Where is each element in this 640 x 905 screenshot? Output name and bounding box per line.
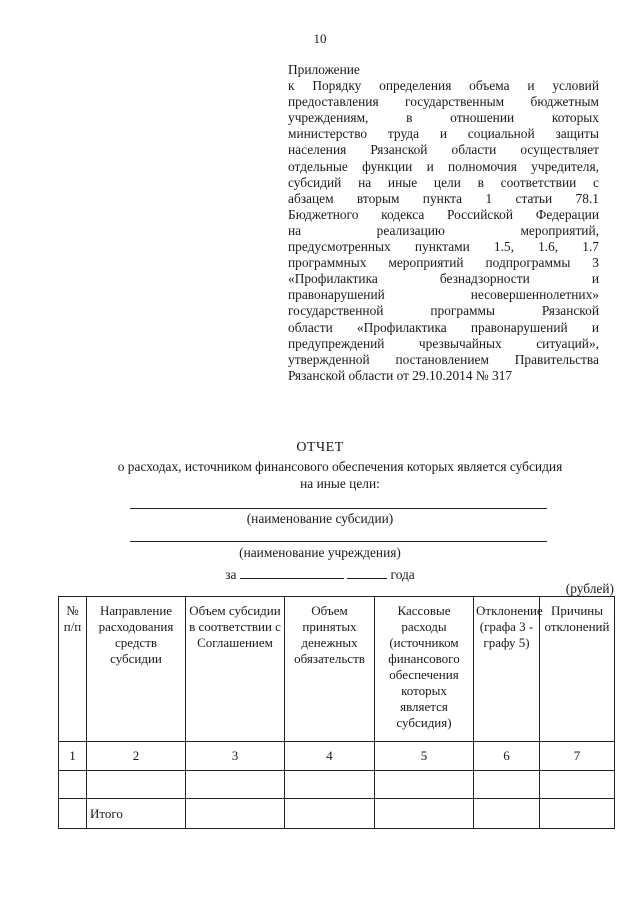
table-cell [540,771,615,799]
column-number: 1 [59,742,87,771]
appendix-line: правонарушений несовершеннолетних» [288,287,599,303]
table-cell [59,771,87,799]
appendix-line: на реализацию мероприятий, [288,222,599,238]
header-number: № п/п [59,597,87,742]
period-prefix: за [225,567,237,582]
period-blank-1 [240,566,344,579]
report-subtitle [70,458,610,492]
units-label: (рублей) [565,581,614,596]
appendix-line: министерство труда и социальной защиты [288,126,599,142]
table-cell [474,799,540,829]
table-cell [540,799,615,829]
period-suffix: года [390,567,415,582]
table-row [59,771,615,799]
subsidy-name-caption: (наименование субсидии) [246,511,394,526]
column-number: 4 [285,742,375,771]
appendix-line: области «Профилактика правонарушений и [288,319,599,335]
report-period [0,566,640,583]
column-number: 7 [540,742,615,771]
institution-name-caption: (наименование учреждения) [239,545,401,560]
column-number-row [59,742,615,771]
header-obligations: Объем принятых денежных обязательств [285,597,375,742]
header-direction: Направление расходования средств субсидии [87,597,186,742]
appendix-line: абзацем вторым пункта 1 статьи 78.1 [288,190,599,206]
appendix-line: программных мероприятий подпрограммы 3 [288,255,599,271]
table-cell [285,799,375,829]
appendix-line: предусмотренных пунктами 1.5, 1.6, 1.7 [288,239,599,255]
column-number: 3 [186,742,285,771]
institution-name-line [130,541,547,542]
report-subtitle-line2: на иные цели: [300,476,380,491]
appendix-line: государственной программы Рязанской [288,303,599,319]
column-number: 5 [375,742,474,771]
appendix-block [288,62,599,384]
table-cell [285,771,375,799]
report-table [58,596,615,829]
appendix-line: отдельные функции и полномочия учредителя, [288,158,599,174]
total-label: Итого [87,799,186,829]
appendix-line: Рязанской области от 29.10.2014 № 317 [288,367,513,383]
appendix-line: предоставления государственным бюджетным [288,94,599,110]
appendix-line: субсидий на иные цели в соответствии с [288,174,599,190]
header-deviation: Отклонение (графа 3 - графу 5) [474,597,540,742]
table-cell [59,799,87,829]
subsidy-name-line [130,508,547,509]
header-subsidy-volume: Объем субсидии в соответствии с Соглашением [186,597,285,742]
table-cell [375,799,474,829]
appendix-line: учреждениям, в отношении которых [288,110,599,126]
table-cell [186,799,285,829]
table-header-row [59,597,615,742]
column-number: 6 [474,742,540,771]
total-row [59,799,615,829]
period-blank-2 [347,566,387,579]
header-reasons: Причины отклонений [540,597,615,742]
table-cell [186,771,285,799]
appendix-line: утвержденной постановлением Правительства [288,351,599,367]
appendix-line: населения Рязанской области осуществляет [288,142,599,158]
appendix-line: предупреждений чрезвычайных ситуаций», [288,335,599,351]
appendix-line: Бюджетного кодекса Российской Федерации [288,206,599,222]
appendix-line: к Порядку определения объема и условий [288,78,599,94]
report-title: ОТЧЕТ [296,440,344,455]
table-cell [87,771,186,799]
appendix-line: Приложение [288,62,360,77]
column-number: 2 [87,742,186,771]
page-number: 10 [313,31,327,46]
header-cash-expenses: Кассовые расходы (источником финансового обеспечения которых является субсидия) [375,597,474,742]
table-cell [375,771,474,799]
report-subtitle-line1: о расходах, источником финансового обеспечения которых является субсидия [117,459,563,474]
table-cell [474,771,540,799]
appendix-line: «Профилактика безнадзорности и [288,271,599,287]
